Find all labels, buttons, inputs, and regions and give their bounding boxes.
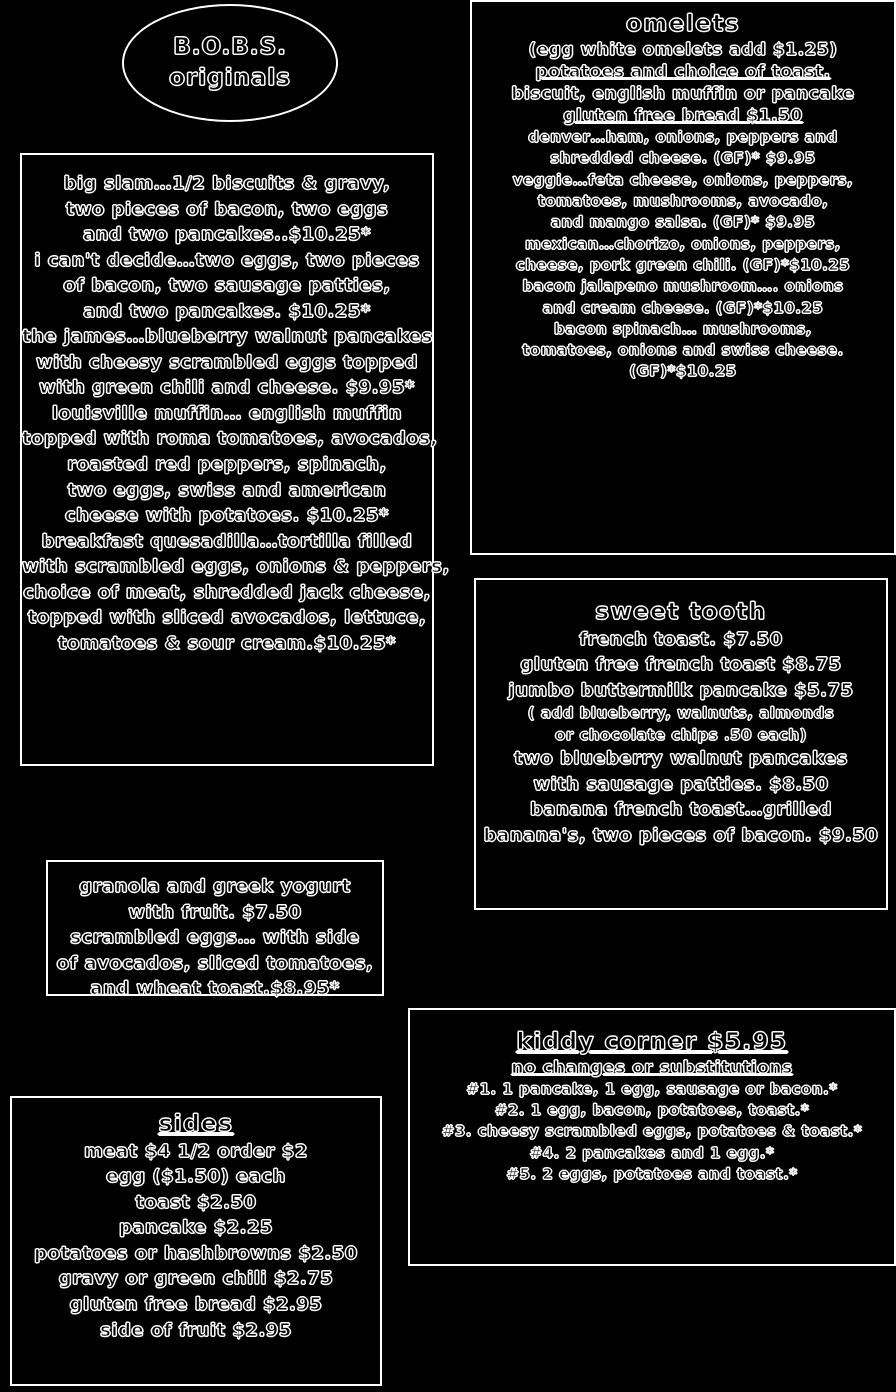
menu-line: denver…ham, onions, peppers and (528, 128, 838, 147)
section-omelets (470, 0, 896, 555)
menu-line: and two pancakes. $10.25* (83, 300, 371, 322)
menu-line: bacon jalapeno mushroom…. onions (522, 277, 844, 296)
logo-line-2: originals (169, 65, 291, 91)
menu-line: topped with roma tomatoes, avocados, (22, 428, 438, 450)
menu-line: egg ($1.50) each (106, 1166, 286, 1188)
menu-line: (GF)*$10.25 (629, 362, 737, 381)
menu-line: two blueberry walnut pancakes (514, 747, 848, 769)
menu-line: pancake $2.25 (118, 1217, 274, 1239)
menu-line: of bacon, two sausage patties, (63, 275, 391, 297)
menu-line: louisville muffin… english muffin (51, 402, 403, 424)
omelets-note: potatoes and choice of toast. (535, 61, 831, 82)
menu-line: scrambled eggs… with side (70, 927, 360, 949)
menu-line: shredded cheese. (GF)* $9.95 (550, 149, 816, 168)
menu-line: gluten free french toast $8.75 (520, 654, 842, 676)
menu-line: i can't decide…two eggs, two pieces (34, 249, 420, 271)
menu-line: of avocados, sliced tomatoes, (56, 952, 374, 974)
menu-line: french toast. $7.50 (579, 628, 783, 650)
menu-line: with cheesy scrambled eggs topped (36, 351, 418, 373)
menu-line: mexican…chorizo, onions, peppers, (525, 234, 841, 253)
menu-line: roasted red peppers, spinach, (67, 454, 387, 476)
menu-line: and two pancakes..$10.25* (82, 224, 372, 246)
omelets-note: gluten free bread $1.50 (563, 106, 803, 127)
menu-line: banana french toast…grilled (529, 799, 832, 821)
section-title-kiddy-corner: kiddy corner $5.95 (516, 1029, 788, 1055)
menu-line: and mango salsa. (GF)* $9.95 (550, 213, 816, 232)
logo-line-1: B.O.B.S. (173, 33, 287, 60)
menu-line: jumbo buttermilk pancake $5.75 (508, 679, 854, 701)
menu-line: tomatoes & sour cream.$10.25* (58, 632, 396, 654)
menu-line: #2. 1 egg, bacon, potatoes, toast.* (494, 1101, 810, 1120)
section-kiddy-corner (408, 1008, 896, 1266)
section-granola (46, 860, 384, 1000)
menu-line: toast $2.50 (135, 1191, 257, 1213)
menu-line: gravy or green chili $2.75 (58, 1268, 334, 1290)
kiddy-subtitle: no changes or substitutions (511, 1057, 793, 1078)
menu-line: meat $4 1/2 order $2 (84, 1140, 308, 1162)
menu-line: and wheat toast.$8.95* (90, 978, 340, 1000)
menu-line: or chocolate chips .50 each) (555, 725, 807, 744)
menu-line: big slam…1/2 biscuits & gravy, (63, 173, 391, 194)
menu-line: with green chili and cheese. $9.95* (39, 377, 415, 399)
menu-line: #5. 2 eggs, potatoes and toast.* (506, 1165, 798, 1184)
logo-badge (122, 4, 338, 122)
section-title-sides: sides (158, 1111, 234, 1137)
menu-line: two eggs, swiss and american (67, 479, 387, 501)
menu-line: with sausage patties. $8.50 (533, 773, 829, 795)
menu-line: bacon spinach… mushrooms, (553, 319, 813, 338)
section-title-sweet-tooth: sweet tooth (595, 599, 767, 625)
menu-line: with fruit. $7.50 (128, 901, 302, 923)
menu-line: choice of meat, shredded jack cheese, (23, 581, 431, 603)
menu-line: topped with sliced avocados, lettuce, (27, 607, 427, 629)
menu-line: granola and greek yogurt (79, 876, 351, 897)
omelets-note: biscuit, english muffin or pancake (511, 83, 855, 104)
menu-line: #3. cheesy scrambled eggs, potatoes & toast.* (441, 1122, 863, 1141)
menu-line: side of fruit $2.95 (100, 1319, 292, 1341)
menu-line: two pieces of bacon, two eggs (65, 198, 389, 220)
omelets-note: (egg white omelets add $1.25) (528, 39, 838, 60)
menu-line: tomatoes, mushrooms, avocado, (537, 192, 829, 211)
section-sweet-tooth (474, 578, 888, 910)
menu-line: #1. 1 pancake, 1 egg, sausage or bacon.* (466, 1079, 838, 1098)
menu-line: cheese with potatoes. $10.25* (65, 505, 389, 527)
section-sides (10, 1096, 382, 1386)
menu-line: cheese, pork green chili. (GF)*$10.25 (515, 255, 851, 274)
section-title-omelets: omelets (625, 11, 741, 37)
section-originals (20, 153, 450, 766)
menu-line: potatoes or hashbrowns $2.50 (34, 1242, 358, 1264)
menu-line: the james…blueberry walnut pancakes (22, 326, 433, 348)
menu-line: with scrambled eggs, onions & peppers, (22, 556, 450, 578)
menu-line: breakfast quesadilla…tortilla filled (41, 530, 413, 552)
menu-line: gluten free bread $2.95 (69, 1294, 323, 1316)
menu-line: tomatoes, onions and swiss cheese. (522, 341, 844, 360)
menu-line: and cream cheese. (GF)*$10.25 (542, 298, 824, 317)
menu-line: ( add blueberry, walnuts, almonds (527, 704, 835, 723)
menu-line: banana's, two pieces of bacon. $9.50 (483, 824, 879, 846)
menu-line: #4. 2 pancakes and 1 egg.* (529, 1143, 775, 1162)
menu-line: veggie…feta cheese, onions, peppers, (512, 170, 854, 189)
